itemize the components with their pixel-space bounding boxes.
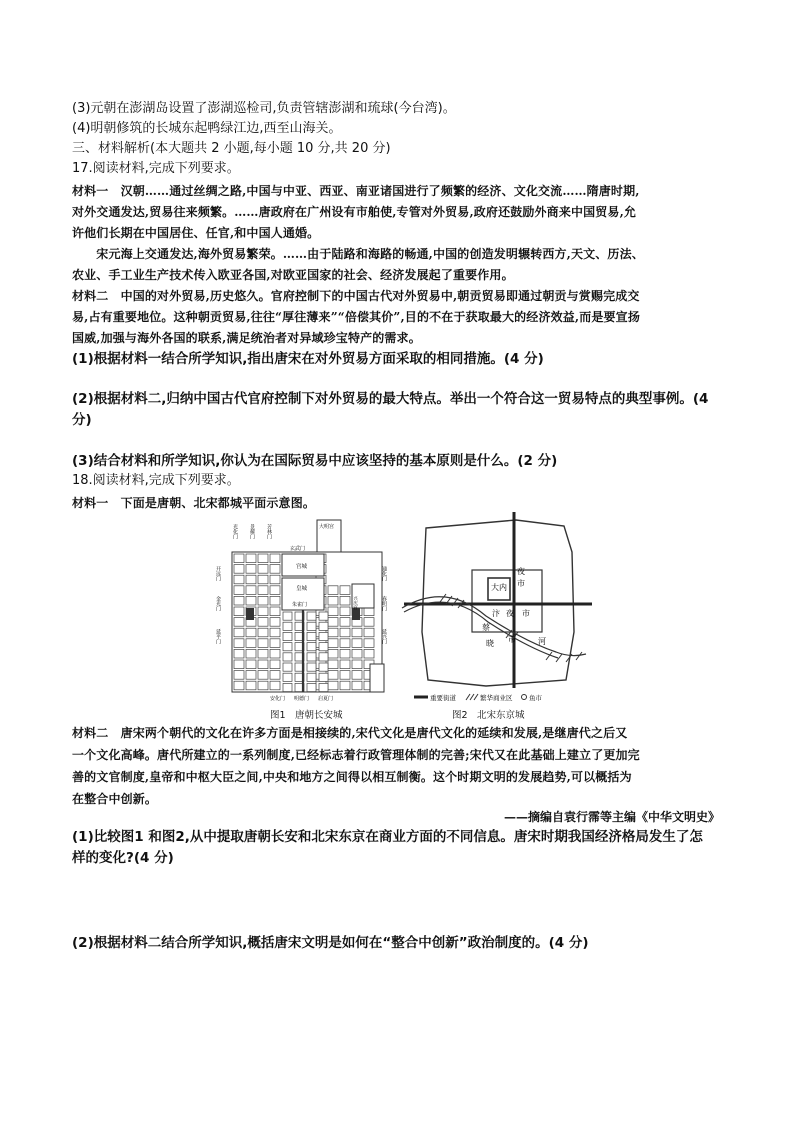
ward-block bbox=[328, 586, 338, 595]
ward-block bbox=[364, 639, 374, 648]
f2-ye1: 夜 bbox=[517, 567, 525, 576]
ward-block bbox=[246, 671, 256, 680]
ward-block bbox=[258, 681, 268, 690]
ward-block bbox=[234, 671, 244, 680]
q17-question2-line2: 分) bbox=[72, 412, 92, 428]
f1-b1: 安化门 bbox=[270, 696, 286, 702]
ward-block bbox=[352, 628, 362, 637]
ward-block bbox=[246, 639, 256, 648]
ward-block bbox=[328, 649, 338, 658]
q17-material1-line1: 材料一 汉朝……通过丝绸之路,中国与中亚、西亚、南亚诸国进行了频繁的经济、文化交流……隋唐时期, bbox=[72, 184, 640, 198]
ward-block bbox=[258, 671, 268, 680]
f1-xuanwu: 玄武门 bbox=[290, 546, 306, 552]
ward-block bbox=[258, 607, 268, 616]
f2-cai: 蔡 bbox=[482, 623, 490, 632]
q18-source: ——摘编自袁行霈等主编《中华文明史》 bbox=[503, 810, 720, 824]
ward-block bbox=[328, 596, 338, 605]
figure-1-changan-map bbox=[212, 514, 390, 704]
ward-block bbox=[319, 612, 328, 620]
q17-material2-line2: 易,占有重要地位。这种朝贡贸易,往往“厚往薄来”“倍偿其价”,目的不在于获取最大的经济效益,而是要宣扬 bbox=[72, 310, 640, 324]
ward-block bbox=[283, 673, 292, 681]
ward-block bbox=[319, 622, 328, 630]
ward-block bbox=[270, 649, 280, 658]
ward-block bbox=[307, 632, 316, 640]
ward-block bbox=[328, 671, 338, 680]
f1-top1: 光化门 bbox=[232, 524, 238, 539]
f1-zhuque: 朱雀门 bbox=[292, 602, 308, 608]
f2-danei: 大内 bbox=[491, 583, 507, 592]
ward-block bbox=[340, 586, 350, 595]
ward-block bbox=[258, 618, 268, 627]
ward-block bbox=[270, 565, 280, 574]
ward-block bbox=[234, 586, 244, 595]
q17-question1: (1)根据材料一结合所学知识,指出唐宋在对外贸易方面采取的相同措施。(4 分) bbox=[72, 351, 544, 367]
f1-e2: 春明门 bbox=[381, 596, 387, 611]
ward-block bbox=[328, 639, 338, 648]
ward-block bbox=[307, 622, 316, 630]
ward-block bbox=[258, 649, 268, 658]
ward-block bbox=[319, 653, 328, 661]
ward-block bbox=[307, 683, 316, 691]
ward-block bbox=[258, 596, 268, 605]
f2-shi3: 市 bbox=[508, 635, 516, 644]
ward-block bbox=[258, 639, 268, 648]
ward-block bbox=[364, 628, 374, 637]
ward-block bbox=[258, 565, 268, 574]
ward-block bbox=[283, 632, 292, 640]
ward-block bbox=[270, 586, 280, 595]
ward-block bbox=[328, 681, 338, 690]
ward-block bbox=[283, 653, 292, 661]
ward-block bbox=[234, 628, 244, 637]
ward-block bbox=[328, 607, 338, 616]
ward-block bbox=[234, 649, 244, 658]
ward-block bbox=[246, 554, 256, 563]
f1-huangcheng: 皇城 bbox=[296, 586, 308, 592]
f2-legend-street: 重要街道 bbox=[430, 694, 456, 702]
ward-block bbox=[319, 663, 328, 671]
ward-block bbox=[352, 649, 362, 658]
ward-block bbox=[270, 596, 280, 605]
ward-block bbox=[270, 660, 280, 669]
q18-material2-line3: 善的文官制度,皇帝和中枢大臣之间,中央和地方之间得以相互制衡。这个时期文明的发展趋势,可以概括为 bbox=[72, 770, 632, 784]
q17-question3: (3)结合材料和所学知识,你认为在国际贸易中应该坚持的基本原则是什么。(2 分) bbox=[72, 453, 558, 469]
ward-block bbox=[234, 639, 244, 648]
prev-answer-4: (4)明朝修筑的长城东起鸭绿江边,西至山海关。 bbox=[72, 121, 342, 136]
ward-block bbox=[234, 618, 244, 627]
ward-block bbox=[234, 681, 244, 690]
q18-question1-line2: 样的变化?(4 分) bbox=[72, 850, 174, 866]
ward-block bbox=[307, 612, 316, 620]
ward-block bbox=[328, 618, 338, 627]
ward-block bbox=[340, 618, 350, 627]
ward-block bbox=[270, 628, 280, 637]
ward-block bbox=[340, 671, 350, 680]
ward-block bbox=[246, 586, 256, 595]
ward-block bbox=[307, 653, 316, 661]
f2-bian: 汴 bbox=[492, 609, 500, 618]
q18-material2-line4: 在整合中创新。 bbox=[72, 792, 158, 806]
ward-block bbox=[319, 632, 328, 640]
ward-block bbox=[258, 554, 268, 563]
ward-block bbox=[283, 663, 292, 671]
f2-ye2: 夜 bbox=[506, 609, 514, 618]
q17-question2-line1: (2)根据材料二,归纳中国古代官府控制下对外贸易的最大特点。举出一个符合这一贸易特点的典型事例。(4 bbox=[72, 391, 709, 407]
ward-block bbox=[270, 681, 280, 690]
ward-block bbox=[340, 639, 350, 648]
ward-block bbox=[340, 649, 350, 658]
ward-block bbox=[258, 586, 268, 595]
f2-xiao: 晓 bbox=[486, 639, 494, 648]
section-title: 三、材料解析(本大题共 2 小题,每小题 10 分,共 20 分) bbox=[72, 141, 391, 156]
ward-block bbox=[246, 596, 256, 605]
ward-block bbox=[319, 683, 328, 691]
q17-material2-line1: 材料二 中国的对外贸易,历史悠久。官府控制下的中国古代对外贸易中,朝贡贸易即通过朝贡与赏赐完成交 bbox=[72, 289, 640, 303]
q18-question2: (2)根据材料二结合所学知识,概括唐宋文明是如何在“整合中创新”政治制度的。(4 分) bbox=[72, 935, 589, 951]
f1-b3: 启夏门 bbox=[318, 696, 334, 702]
q17-material1-line2: 对外交通发达,贸易往来频繁。……唐政府在广州设有市舶使,专管对外贸易,政府还鼓励外商来中国贸易,允 bbox=[72, 205, 637, 219]
q18-question1-line1: (1)比较图1 和图2,从中提取唐朝长安和北宋东京在商业方面的不同信息。唐宋时期我国经济格局发生了怎 bbox=[72, 829, 703, 845]
ward-block bbox=[258, 575, 268, 584]
ward-block bbox=[283, 612, 292, 620]
ward-block bbox=[364, 618, 374, 627]
ward-block bbox=[340, 628, 350, 637]
ward-block bbox=[352, 671, 362, 680]
ward-block bbox=[319, 673, 328, 681]
q18-material1: 材料一 下面是唐朝、北宋都城平面示意图。 bbox=[72, 496, 316, 510]
ward-block bbox=[340, 660, 350, 669]
f2-shi1: 市 bbox=[517, 579, 525, 588]
figure-2-dongjing-map bbox=[396, 512, 596, 704]
q18-material2-line2: 一个文化高峰。唐代所建立的一系列制度,已经标志着行政管理体制的完善;宋代又在此基础上建立了更加完 bbox=[72, 748, 640, 762]
ward-block bbox=[234, 554, 244, 563]
f1-w2: 金光门 bbox=[215, 596, 221, 611]
f1-daming: 大明宫 bbox=[319, 524, 335, 530]
ward-block bbox=[352, 639, 362, 648]
ward-block bbox=[234, 596, 244, 605]
prev-answer-3: (3)元朝在澎湖岛设置了澎湖巡检司,负责管辖澎湖和琉球(今台湾)。 bbox=[72, 101, 456, 116]
f1-top2: 景耀门 bbox=[249, 524, 255, 539]
ward-block bbox=[319, 643, 328, 651]
q17-material2-line3: 国威,加强与海外各国的联系,满足统治者对异域珍宝特产的需求。 bbox=[72, 331, 421, 345]
ward-block bbox=[364, 649, 374, 658]
f1-gongcheng: 宫城 bbox=[296, 564, 308, 570]
q17-material1-line5: 农业、手工业生产技术传入欧亚各国,对欧亚国家的社会、经济发展起了重要作用。 bbox=[72, 268, 514, 282]
f2-legend-fish: 鱼市 bbox=[529, 694, 542, 702]
f2-legend-busy: 繁华商业区 bbox=[480, 694, 513, 702]
q17-material1-line3: 许他们长期在中国居住、任官,和中国人通婚。 bbox=[72, 226, 320, 240]
ward-block bbox=[307, 673, 316, 681]
ward-block bbox=[270, 671, 280, 680]
ward-block bbox=[258, 660, 268, 669]
f1-xingqing: 兴庆宫 bbox=[352, 596, 358, 610]
f1-w3: 延平门 bbox=[215, 629, 221, 644]
ward-block bbox=[283, 643, 292, 651]
ward-block bbox=[352, 660, 362, 669]
ward-block bbox=[307, 663, 316, 671]
f1-top3: 芳林门 bbox=[266, 524, 272, 539]
figure-2-caption: 图2 北宋东京城 bbox=[452, 710, 525, 721]
ward-block bbox=[246, 681, 256, 690]
q17-stem: 17.阅读材料,完成下列要求。 bbox=[72, 161, 240, 176]
ward-block bbox=[246, 649, 256, 658]
f2-shi2: 市 bbox=[522, 609, 530, 618]
ward-block bbox=[307, 643, 316, 651]
f1-e1: 通化门 bbox=[381, 566, 387, 581]
ward-block bbox=[246, 628, 256, 637]
ward-block bbox=[234, 607, 244, 616]
ward-block bbox=[246, 660, 256, 669]
ward-block bbox=[340, 681, 350, 690]
ward-block bbox=[234, 565, 244, 574]
ward-block bbox=[270, 575, 280, 584]
q18-material2-line1: 材料二 唐宋两个朝代的文化在许多方面是相接续的,宋代文化是唐代文化的延续和发展,是继唐代之后又 bbox=[72, 726, 628, 740]
ward-block bbox=[283, 622, 292, 630]
ward-block bbox=[328, 660, 338, 669]
ward-block bbox=[270, 639, 280, 648]
f1-e3: 延兴门 bbox=[381, 629, 387, 644]
ward-block bbox=[283, 683, 292, 691]
ward-block bbox=[258, 628, 268, 637]
ward-block bbox=[270, 607, 280, 616]
ward-block bbox=[352, 681, 362, 690]
ward-block bbox=[340, 607, 350, 616]
f1-w1: 开远门 bbox=[215, 566, 221, 581]
ward-block bbox=[246, 565, 256, 574]
f2-he: 河 bbox=[538, 637, 546, 646]
ward-block bbox=[234, 575, 244, 584]
ward-block bbox=[270, 618, 280, 627]
ward-block bbox=[246, 575, 256, 584]
figure-1-caption: 图1 唐朝长安城 bbox=[270, 710, 343, 721]
f1-b2: 明德门 bbox=[294, 696, 310, 702]
ward-block bbox=[234, 660, 244, 669]
ward-block bbox=[340, 596, 350, 605]
q17-material1-line4: 宋元海上交通发达,海外贸易繁荣。……由于陆路和海路的畅通,中国的创造发明辗转西方,天文、历法、 bbox=[72, 247, 644, 261]
ward-block bbox=[270, 554, 280, 563]
ward-block bbox=[328, 628, 338, 637]
q18-stem: 18.阅读材料,完成下列要求。 bbox=[72, 473, 240, 488]
